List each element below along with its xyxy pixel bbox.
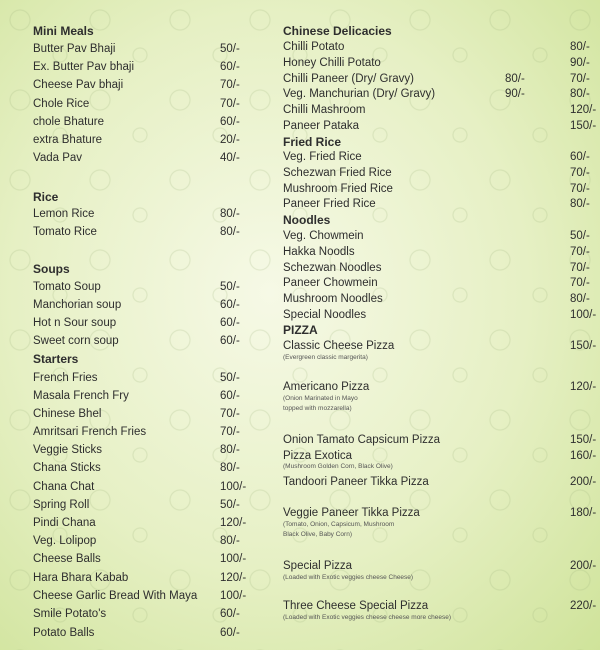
menu-item-price: 60/- (220, 608, 240, 620)
section-heading: Soups (33, 262, 70, 276)
menu-item-price: 80/- (220, 226, 240, 238)
menu-item-name: Chilli Mashroom (283, 104, 366, 116)
menu-item-price: 80/- (220, 444, 240, 456)
menu-item-price: 150/- (570, 434, 597, 446)
menu-item-description: (Evergreen classic margerita) (283, 354, 368, 361)
menu-item-name: Lemon Rice (33, 208, 95, 220)
menu-item-price: 120/- (570, 104, 597, 116)
menu-item-name: Onion Tamato Capsicum Pizza (283, 434, 441, 446)
menu-item-description: (Tomato, Onion, Capsicum, Mushroom (283, 521, 395, 528)
menu-item-name: Americano Pizza (283, 381, 370, 393)
menu-item-price: 60/- (220, 317, 240, 329)
menu-item-description: (Mushroom Golden Corn, Black Olive) (283, 463, 393, 470)
menu-item-price: 100/- (220, 590, 247, 602)
menu-item-name: Chinese Bhel (33, 408, 102, 420)
menu-item-name: Veggie Sticks (33, 444, 103, 456)
menu-item-name: Schezwan Noodles (283, 262, 382, 274)
menu-item-price: 50/- (220, 372, 240, 384)
menu-item-description: Black Olive, Baby Corn) (283, 531, 352, 538)
menu-item-name: Cheese Garlic Bread With Maya (33, 590, 198, 602)
menu-item-price: 70/- (220, 408, 240, 420)
menu-item-price: 80/- (570, 198, 590, 210)
menu-item-name: Chana Sticks (33, 462, 101, 474)
menu-item-name: Pizza Exotica (283, 450, 353, 462)
menu-item-price: 40/- (220, 152, 240, 164)
menu-item-name: Special Noodles (283, 309, 367, 321)
menu-item-price: 200/- (570, 560, 597, 572)
menu-item-name: Chilli Paneer (Dry/ Gravy) (283, 73, 414, 85)
menu-item-price: 70/- (570, 277, 590, 289)
menu-item-name: Veg. Chowmein (283, 230, 364, 242)
menu-item-price: 60/- (220, 627, 240, 639)
menu-item-price: 160/- (570, 450, 597, 462)
menu-item-name: Sweet corn soup (33, 335, 119, 347)
menu-item-price: 80/- (570, 41, 590, 53)
menu-item-name: Hot n Sour soup (33, 317, 117, 329)
menu-item-price: 50/- (220, 499, 240, 511)
menu-item-price-alt: 90/- (505, 88, 525, 100)
menu-item-name: Tomato Soup (33, 281, 101, 293)
section-heading: Fried Rice (283, 135, 342, 149)
section-heading: Starters (33, 352, 79, 366)
menu-item-price: 120/- (570, 381, 597, 393)
menu-item-name: Special Pizza (283, 560, 353, 572)
menu-item-name: extra Bhature (33, 134, 103, 146)
section-heading: Noodles (283, 213, 331, 227)
menu-item-price: 220/- (570, 600, 597, 612)
menu-item-name: Paneer Chowmein (283, 277, 378, 289)
menu-item-name: Schezwan Fried Rice (283, 167, 392, 179)
menu-item-name: Veg. Lolipop (33, 535, 97, 547)
menu-item-price: 60/- (220, 116, 240, 128)
menu-item-name: Chole Rice (33, 98, 90, 110)
menu-item-name: Paneer Pataka (283, 120, 360, 132)
menu-item-name: Hara Bhara Kabab (33, 572, 129, 584)
menu-item-name: Spring Roll (33, 499, 90, 511)
menu-item-name: Manchorian soup (33, 299, 122, 311)
menu-item-description: topped with mozzarella) (283, 405, 352, 412)
menu-item-price: 90/- (570, 57, 590, 69)
menu-item-name: Chilli Potato (283, 41, 345, 53)
menu-item-price: 80/- (220, 462, 240, 474)
menu-item-price: 100/- (220, 553, 247, 565)
menu-item-price: 150/- (570, 120, 597, 132)
menu-item-price: 120/- (220, 572, 247, 584)
menu-item-name: Classic Cheese Pizza (283, 340, 395, 352)
section-heading: Rice (33, 190, 59, 204)
menu-item-price: 70/- (220, 79, 240, 91)
menu-item-name: Veg. Fried Rice (283, 151, 362, 163)
menu-item-name: Cheese Balls (33, 553, 101, 565)
menu-item-name: French Fries (33, 372, 98, 384)
menu-item-price: 50/- (220, 281, 240, 293)
menu-item-price: 80/- (220, 535, 240, 547)
menu-item-description: (Loaded with Exotic veggies cheese Cheese) (283, 574, 414, 581)
menu-item-name: Hakka Noodls (283, 246, 355, 258)
menu-item-price: 60/- (220, 390, 240, 402)
menu-item-price: 80/- (570, 88, 590, 100)
menu-item-price: 70/- (220, 98, 240, 110)
menu-item-name: Cheese Pav bhaji (33, 79, 124, 91)
menu-item-price: 60/- (570, 151, 590, 163)
menu-item-price: 80/- (220, 208, 240, 220)
menu-item-price: 200/- (570, 476, 597, 488)
menu-item-name: Masala French Fry (33, 390, 129, 402)
menu-item-price: 60/- (220, 335, 240, 347)
menu-item-price: 70/- (570, 246, 590, 258)
menu-item-name: Smile Potato's (33, 608, 107, 620)
menu-item-price: 180/- (570, 507, 597, 519)
menu-item-name: Three Cheese Special Pizza (283, 600, 429, 612)
menu-item-price: 100/- (220, 481, 247, 493)
menu-item-price: 100/- (570, 309, 597, 321)
menu-item-description: (Loaded with Exotic veggies cheese cheese more cheese) (283, 614, 452, 621)
section-heading: Mini Meals (33, 24, 94, 38)
menu-item-name: Ex. Butter Pav bhaji (33, 61, 134, 73)
menu-item-price: 70/- (570, 167, 590, 179)
menu-item-price: 70/- (220, 426, 240, 438)
menu-item-price: 70/- (570, 262, 590, 274)
menu-item-name: Potato Balls (33, 627, 95, 639)
menu-item-price: 70/- (570, 183, 590, 195)
menu-item-name: Veg. Manchurian (Dry/ Gravy) (283, 88, 436, 100)
menu-item-name: Vada Pav (33, 152, 83, 164)
menu-item-price: 20/- (220, 134, 240, 146)
menu-item-name: Paneer Fried Rice (283, 198, 376, 210)
menu-item-name: Tomato Rice (33, 226, 97, 238)
menu-item-price-alt: 80/- (505, 73, 525, 85)
menu-item-name: Mushroom Noodles (283, 293, 383, 305)
menu-item-price: 60/- (220, 299, 240, 311)
menu-item-name: Butter Pav Bhaji (33, 43, 116, 55)
menu-item-price: 150/- (570, 340, 597, 352)
menu-item-name: Mushroom Fried Rice (283, 183, 393, 195)
menu-item-price: 70/- (570, 73, 590, 85)
menu-item-price: 120/- (220, 517, 247, 529)
menu-item-price: 80/- (570, 293, 590, 305)
menu-item-price: 50/- (220, 43, 240, 55)
menu-item-name: Tandoori Paneer Tikka Pizza (283, 476, 429, 488)
section-heading: Chinese Delicacies (283, 24, 392, 38)
section-heading: PIZZA (283, 323, 318, 337)
menu-item-price: 60/- (220, 61, 240, 73)
menu-item-name: Pindi Chana (33, 517, 96, 529)
menu-item-name: Chana Chat (33, 481, 95, 493)
menu-item-name: Honey Chilli Potato (283, 57, 381, 69)
menu-item-name: chole Bhature (33, 116, 104, 128)
menu-item-price: 50/- (570, 230, 590, 242)
menu-item-name: Veggie Paneer Tikka Pizza (283, 507, 420, 519)
menu-item-name: Amritsari French Fries (33, 426, 147, 438)
menu-item-description: (Onion Marinated in Mayo (283, 395, 358, 402)
